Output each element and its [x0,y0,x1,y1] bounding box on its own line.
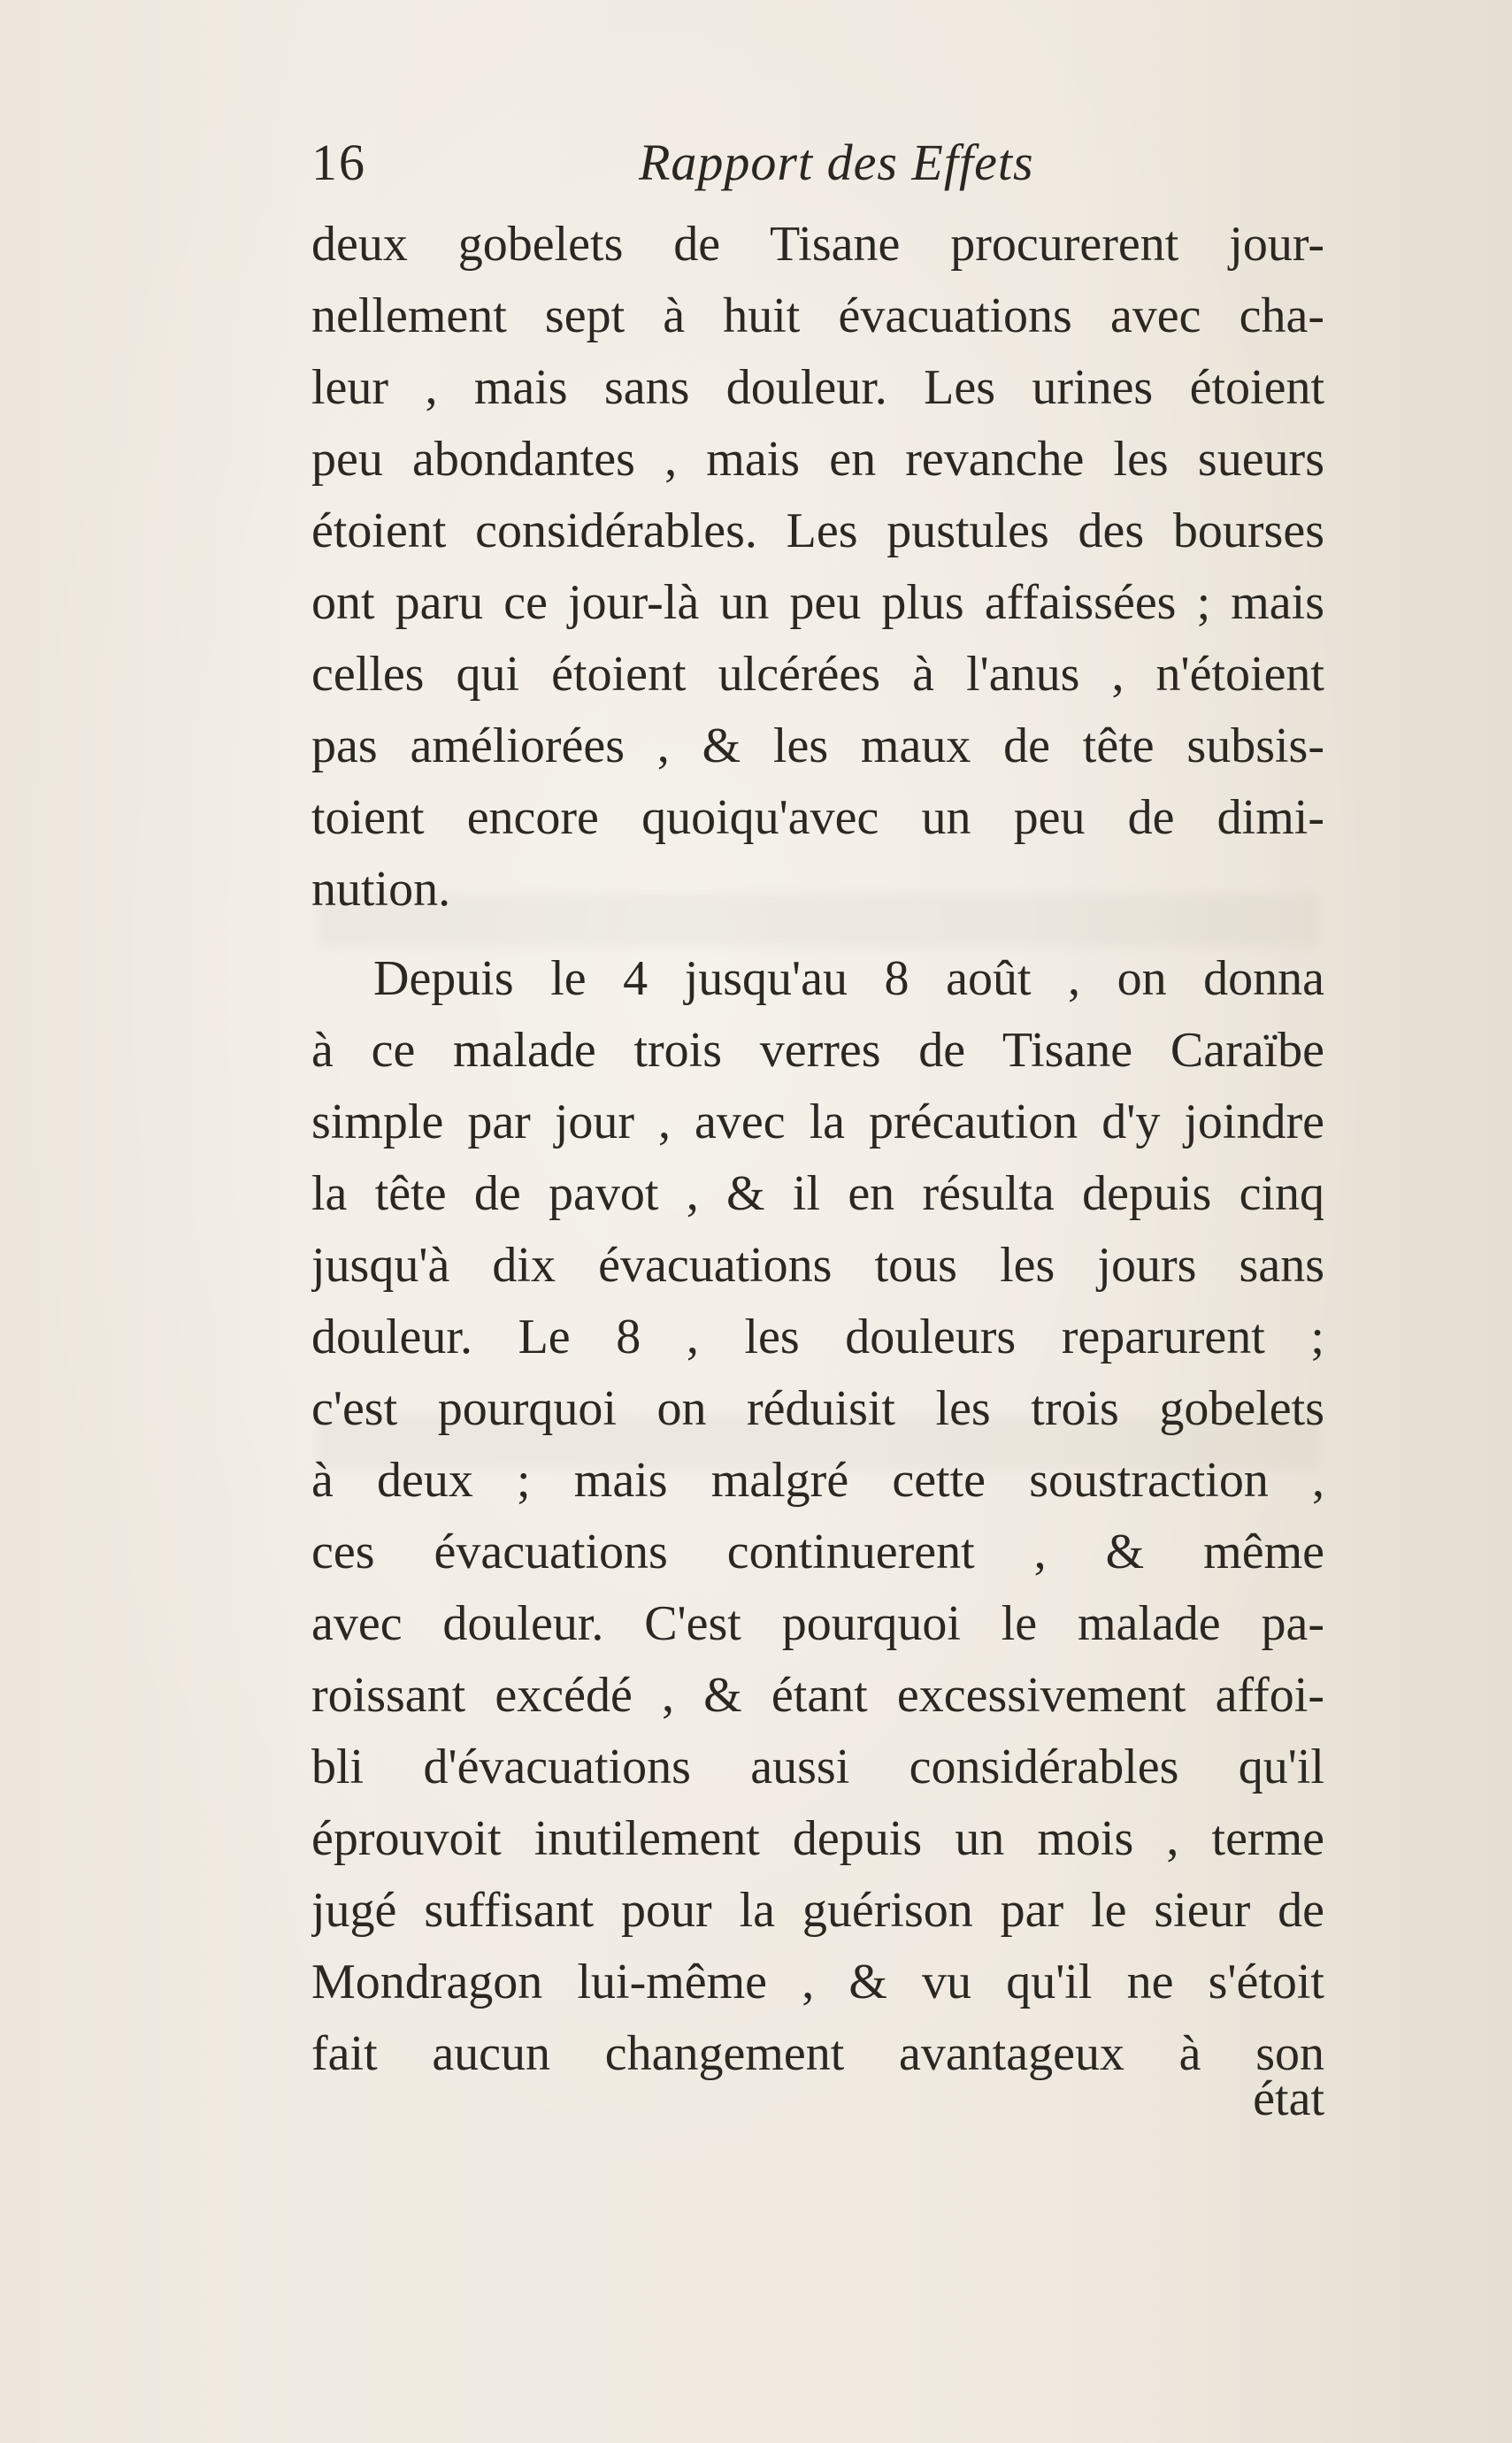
text-line: jugé suffisant pour la guérison par le sieur de [311,1883,1324,1938]
text-line: toient encore quoiqu'avec un peu de dimi- [311,790,1324,845]
text-line: c'est pourquoi on réduisit les trois gobelets [311,1381,1324,1436]
catchword: état [1253,2071,1324,2126]
text-line: celles qui étoient ulcérées à l'anus , n'étoient [311,647,1324,702]
text-line: leur , mais sans douleur. Les urines étoient [311,360,1324,415]
text-line: étoient considérables. Les pustules des bourses [311,503,1324,558]
page-header [311,133,1324,204]
text-line: Depuis le 4 jusqu'au 8 août , on donna [373,951,1324,1006]
text-line: avec douleur. C'est pourquoi le malade pa- [311,1596,1324,1651]
text-line: fait aucun changement avantageux à son [311,2026,1324,2081]
text-line: roissant excédé , & étant excessivement affoi- [311,1668,1324,1723]
text-line: à deux ; mais malgré cette soustraction , [311,1453,1324,1508]
text-line: nellement sept à huit évacuations avec cha- [311,288,1324,343]
paragraph-2 [311,943,1324,2090]
body-text [311,209,1324,2090]
text-line: bli d'évacuations aussi considérables qu'il [311,1740,1324,1794]
text-line: ont paru ce jour-là un peu plus affaissées ; mais [311,575,1324,630]
page-number: 16 [311,134,366,191]
text-line: la tête de pavot , & il en résulta depuis cinq [311,1166,1324,1221]
text-line: simple par jour , avec la précaution d'y joindre [311,1095,1324,1149]
text-line: ces évacuations continuerent , & même [311,1525,1324,1579]
text-line: peu abondantes , mais en revanche les sueurs [311,432,1324,487]
paragraph-1 [311,209,1324,926]
text-line: éprouvoit inutilement depuis un mois , terme [311,1811,1324,1866]
running-title: Rapport des Effets [639,134,1034,191]
text-line: à ce malade trois verres de Tisane Caraïbe [311,1023,1324,1078]
text-line: jusqu'à dix évacuations tous les jours sans [311,1238,1324,1293]
text-line: nution. [311,862,451,917]
text-line: pas améliorées , & les maux de tête subsis- [311,718,1324,773]
text-line: douleur. Le 8 , les douleurs reparurent ; [311,1310,1324,1364]
text-line: Mondragon lui-même , & vu qu'il ne s'étoit [311,1955,1324,2009]
text-line: deux gobelets de Tisane procurerent jour- [311,217,1324,272]
